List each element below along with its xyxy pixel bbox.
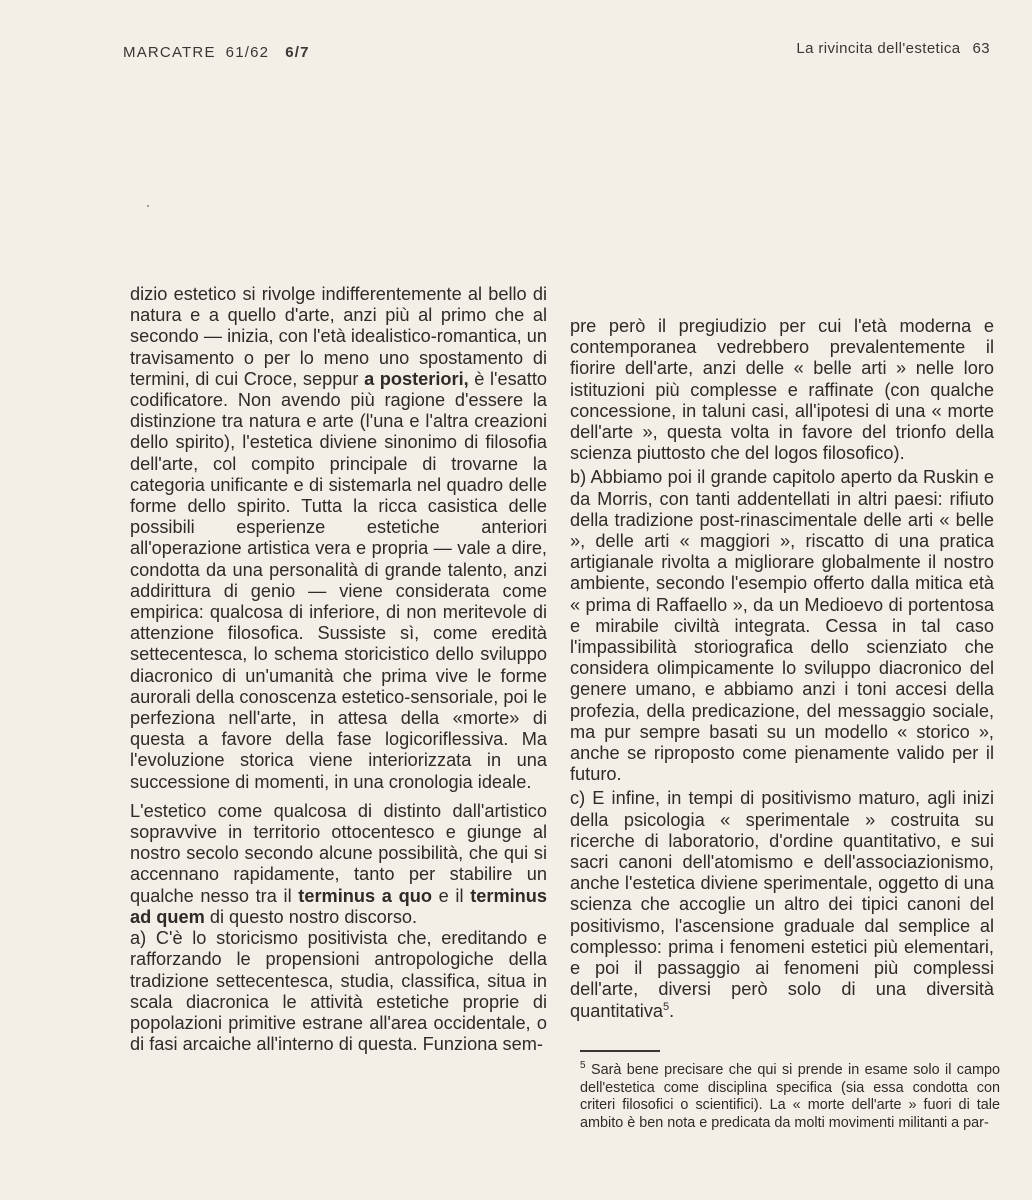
footnote-marker: 5 (580, 1060, 586, 1072)
left-p2-text-a: L'estetico come qualcosa di distinto dall'artistico sopravvive in territorio ottocentesco e giunge al nostro secolo secondo alcune possibilità, che qui si accennano rapidamente, tanto per stabilire un qualche nesso tra il (130, 800, 547, 906)
left-p2-text-b: e il (431, 885, 471, 906)
left-p1-text-b: è l'esatto codificatore. Non avendo più ragione d'essere la distinzione tra natura e arte (l'una e l'altra creazioni dello spirito), l'estetica diviene sinonimo di filosofia dell'arte, col compito principale di trovarne la categoria unificante e di sistemarla nel quadro delle forme dello spirito. Tutta la ricca casistica delle possibili esperienze estetiche anteriori all'operazione artistica vera e propria — vale a dire, condotta da una personalità di grande talento, anzi addirittura di genio — viene considerata come empirica: qualcosa di inferiore, di non meritevole di attenzione filosofica. Sussiste sì, come eredità settecentesca, lo schema storicistico dello sviluppo diacronico di un'umanità che prima vive le forme aurorali della conoscenza estetico-sensoriale, poi le perfeziona nell'arte, in attesa della «morte» di questa a favore della fase logicoriflessiva. Ma l'evoluzione storica viene interiorizzata in una successione di momenti, in una cronologia ideale. (130, 368, 547, 792)
left-column (130, 284, 547, 1055)
running-title: La rivincita dell'estetica (796, 40, 961, 57)
footnote-text: Sarà bene precisare che qui si prende in esame solo il campo dell'estetica come disciplina specifica (sia essa condotta con criteri filosofici o scientifici). La « morte dell'arte » fuori di tale ambito è ben nota e predicata da molti movimenti militanti a par- (580, 1062, 1000, 1131)
right-p3-text: c) E infine, in tempi di positivismo maturo, agli inizi della psicologia « sperimentale » costruita su ricerche di laboratorio, d'ordine quantitativo, e sui sacri canoni dell'atomismo e dell'associazionismo, anche l'estetica diviene sperimentale, oggetto di una scienza che accoglie un altro dei tipici canoni del positivismo, l'ascensione graduale dal semplice al complesso: prima i fenomeni estetici più elementari, e poi il passaggio ai fenomeni più complessi dell'arte, diversi però solo di una diversità quantitativa (570, 788, 994, 1021)
issue-label: 61/62 (225, 44, 270, 61)
right-paragraph-3 (570, 788, 994, 1021)
right-column (570, 316, 994, 1022)
right-p3-end: . (669, 1000, 675, 1021)
left-p1-bold: a posteriori, (364, 368, 469, 389)
footnote (580, 1062, 1000, 1132)
running-header-left (123, 44, 310, 61)
left-paragraph-1 (130, 284, 547, 793)
journal-name: MARCATRE (123, 44, 216, 61)
left-p2-bold-2: terminus ad quem (130, 885, 548, 927)
running-header-right (796, 40, 990, 57)
page-number: 63 (972, 40, 990, 57)
left-p2-text-c: di questo nostro discorso. (204, 906, 418, 927)
left-p1-text-a: dizio estetico si rivolge indifferentemente al bello di natura e a quello d'arte, anzi più al primo che al secondo — inizia, con l'età idealistico-romantica, un travisamento o per lo meno uno spostamento di termini, di cui Croce, seppur (130, 284, 547, 389)
footnote-rule (580, 1050, 660, 1052)
issue-number: 6/7 (285, 44, 310, 61)
paper-speck (147, 205, 149, 207)
left-p2-bold-1: terminus a quo (298, 885, 432, 906)
right-paragraph-1: pre però il pregiudizio per cui l'età moderna e contemporanea vedrebbero prevalentemente il fiorire dell'arte, anzi delle « belle arti » nelle loro istituzioni più complesse e raffinate (con qualche concessione, in taluni casi, all'ipotesi di una « morte dell'arte », questa volta in favore del trionfo della scienza piuttosto che del logos filosofico). (570, 316, 994, 464)
footnote-reference: 5 (663, 1000, 670, 1013)
left-paragraph-3: a) C'è lo storicismo positivista che, ereditando e rafforzando le propensioni antropologiche della tradizione settecentesca, studia, classifica, situa in scala diacronica le attività estetiche proprie di popolazioni primitive estrane all'area occidentale, o di fasi arcaiche all'interno di questa. Funziona sem- (130, 928, 547, 1055)
right-paragraph-2: b) Abbiamo poi il grande capitolo aperto da Ruskin e da Morris, con tanti addentellati in altri paesi: rifiuto della tradizione post-rinascimentale delle arti « belle », delle arti « maggiori », riscatto di una pratica artigianale rivolta a migliorare globalmente il nostro ambiente, secondo l'esempio offerto dalla mitica età « prima di Raffaello », da un Medioevo di portentosa e mirabile civiltà integrata. Cessa in tal caso l'impassibilità storiografica dello scienziato che considera olimpicamente lo sviluppo diacronico del genere umano, e abbiamo anzi i toni accesi della profezia, della predicazione, del messaggio sociale, ma pur sempre basati su un modello « storico », anche se riproposto come pienamente valido per il futuro. (570, 467, 994, 785)
left-paragraph-2 (130, 801, 547, 928)
